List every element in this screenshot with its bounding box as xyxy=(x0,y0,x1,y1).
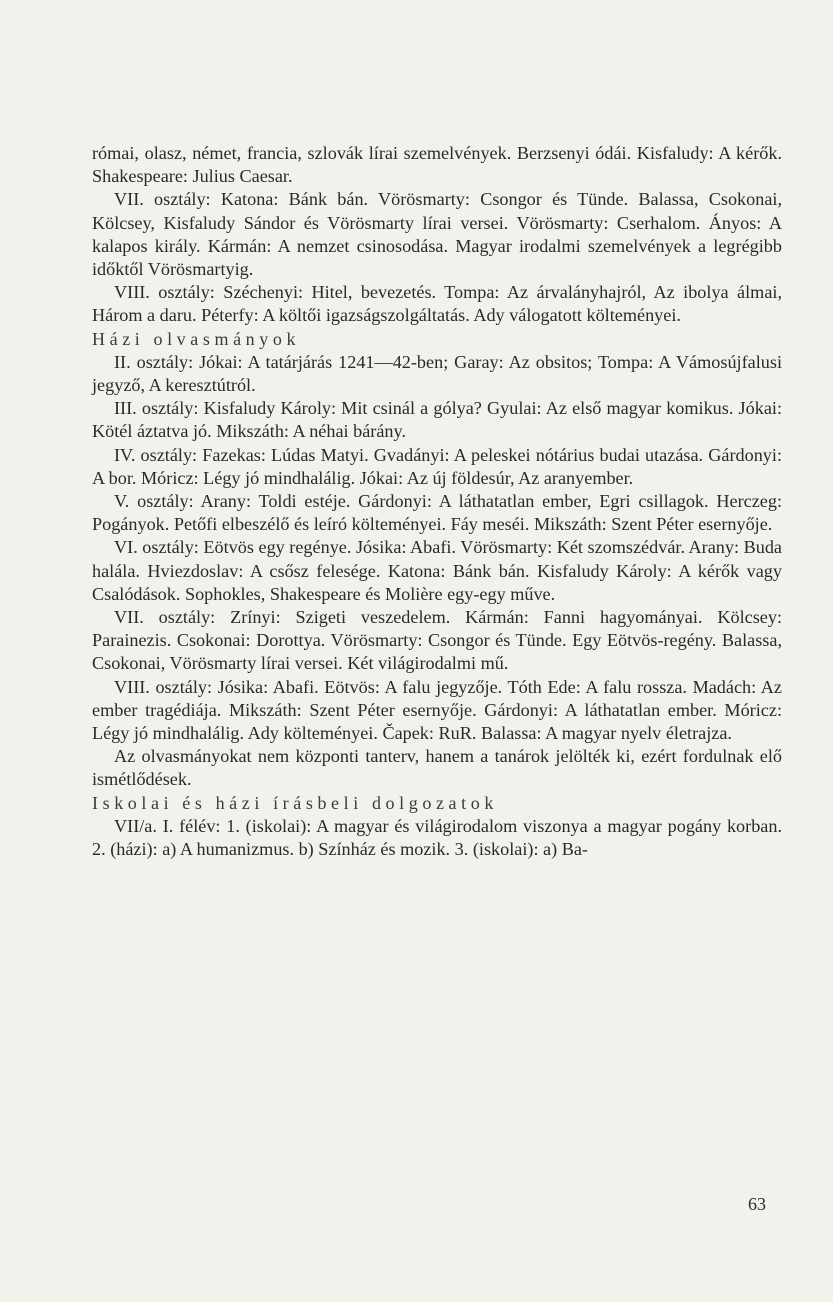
page-text xyxy=(92,142,782,861)
paragraph-intro-2: VII. osztály: Katona: Bánk bán. Vörösmarty: Csongor és Tünde. Balassa, Csokonai, Kölcsey, Kisfaludy Sándor és Vörösmarty lírai versei. Vörösmarty: Cserhalom. Ányos: A kalapos király. Kármán: A nemzet csinosodása. Magyar irodalmi szemelvények a legrégibb időktől Vörösmartyig. xyxy=(92,189,782,280)
paragraph-hazi-6: VII. osztály: Zrínyi: Szigeti veszedelem. Kármán: Fanni hagyományai. Kölcsey: Parainezis. Csokonai: Dorottya. Vörösmarty: Csongor és Tünde. Egy Eötvös-regény. Balassa, Csokonai, Vörösmarty lírai versei. Két világirodalmi mű. xyxy=(92,607,782,674)
paragraph-hazi-7: VIII. osztály: Jósika: Abafi. Eötvös: A falu jegyzője. Tóth Ede: A falu rossza. Madách: Az ember tragédiája. Mikszáth: Szent Péter esernyője. Gárdonyi: A láthatatlan ember. Móricz: Légy jó mindhalálig. Ady költeményei. Čapek: RuR. Balassa: A magyar nyelv életrajza. xyxy=(92,676,782,744)
paragraph-hazi-3: IV. osztály: Fazekas: Lúdas Matyi. Gvadányi: A peleskei nótárius budai utazása. Gárdonyi: A bor. Móricz: Légy jó mindhalálig. Jókai: Az új földesúr, Az aranyember. xyxy=(92,444,782,488)
heading-hazi-olvasmanyok: Házi olvasmányok xyxy=(92,328,301,349)
paragraph-hazi-2: III. osztály: Kisfaludy Károly: Mit csinál a gólya? Gyulai: Az első magyar komikus. Jókai: Kötél áztatva jó. Mikszáth: A néhai bárány. xyxy=(92,398,782,442)
paragraph-intro-3: VIII. osztály: Széchenyi: Hitel, bevezetés. Tompa: Az árvalányhajról, Az ibolya álmai, Három a daru. Péterfy: A költői igazságszolgáltatás. Ady válogatott költeményei. xyxy=(92,282,782,326)
paragraph-hazi-4: V. osztály: Arany: Toldi estéje. Gárdonyi: A láthatatlan ember, Egri csillagok. Herczeg: Pogányok. Petőfi elbeszélő és leíró költeményei. Fáy meséi. Mikszáth: Szent Péter esernyője. xyxy=(92,491,782,535)
paragraph-intro-1: római, olasz, német, francia, szlovák lírai szemelvények. Berzsenyi ódái. Kisfaludy: A kérők. Shakespeare: Julius Caesar. xyxy=(92,143,782,187)
paragraph-iras-1: VII/a. I. félév: 1. (iskolai): A magyar és világirodalom viszonya a magyar pogány korban. 2. (házi): a) A humanizmus. b) Színház és mozik. 3. (iskolai): a) Ba- xyxy=(92,815,782,860)
page-number: 63 xyxy=(748,1194,766,1214)
paragraph-hazi-5: VI. osztály: Eötvös egy regénye. Jósika: Abafi. Vörösmarty: Két szomszédvár. Arany: Buda halála. Hviezdoslav: A csősz felesége. Katona: Bánk bán. Kisfaludy Károly: A kérők vagy Csalódások. Sophokles, Shakespeare és Molière egy-egy műve. xyxy=(92,537,782,604)
paragraph-hazi-1: II. osztály: Jókai: A tatárjárás 1241—42-ben; Garay: Az obsitos; Tompa: A Vámosújfalusi jegyző, A keresztútról. xyxy=(92,351,782,396)
heading-irasbeli-dolgozatok: Iskolai és házi írásbeli dolgozatok xyxy=(92,792,498,813)
paragraph-hazi-8: Az olvasmányokat nem központi tanterv, hanem a tanárok jelölték ki, ezért fordulnak elő ismétlődések. xyxy=(92,746,782,790)
